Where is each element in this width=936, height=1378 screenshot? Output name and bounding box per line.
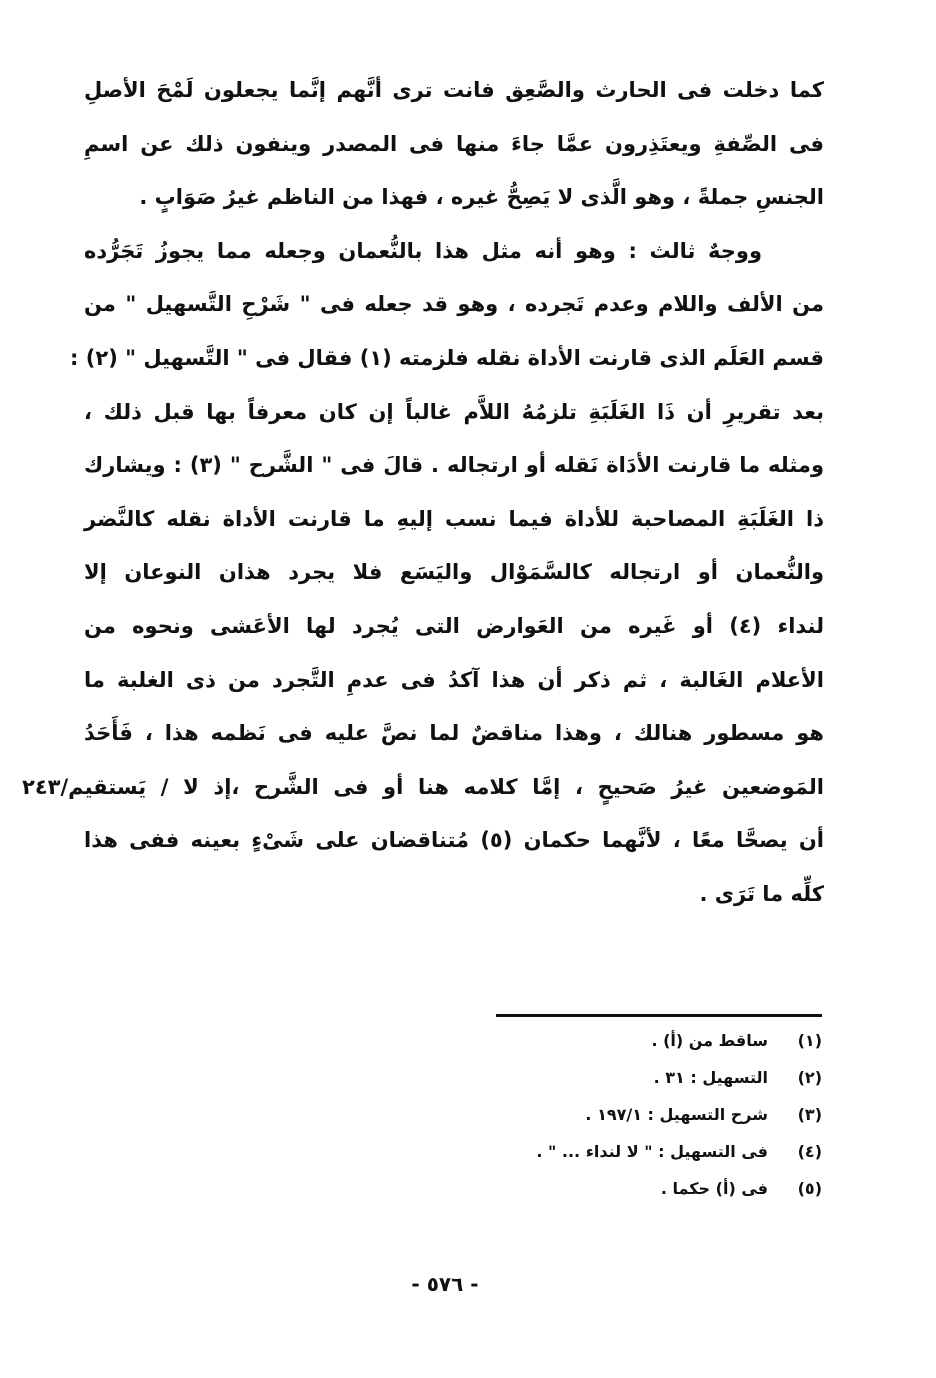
text-line: الجنسِ جملةً ، وهو الَّذى لا يَصِحُّ غيره ، فهذا من الناظم غيرُ صَوَابٍ .: [139, 185, 824, 210]
footnote-text: فى (أ) حكما .: [660, 1179, 768, 1198]
footnote-number: (٣): [797, 1105, 822, 1124]
footnote-text: التسهيل : ٣١ .: [653, 1068, 768, 1087]
text-line: ذا الغَلَبَةِ المصاحبة للأداة فيما نسب إليهِ ما قارنت الأداة نقله كالنَّضر: [84, 506, 824, 531]
footnote-number: (٢): [797, 1068, 822, 1087]
footnote-item: [402, 1170, 822, 1207]
footnote-text: ساقط من (أ) .: [651, 1031, 768, 1050]
footnote-item: [402, 1059, 822, 1096]
footnote-item: [402, 1133, 822, 1170]
text-line: من الألف واللام وعدم تَجرده ، وهو قد جعله فى " شَرْحِ التَّسهيل " من: [84, 292, 824, 317]
text-line: كما دخلت فى الحارث والصَّعِق فانت ترى أنَّهم إنَّما يجعلون لَمْحَ الأصلِ: [84, 78, 824, 102]
footnotes: [402, 1022, 822, 1207]
text-line: هو مسطور هنالك ، وهذا مناقضٌ لما نصَّ عليه فى نَظمه هذا ، فَأَحَدُ: [84, 721, 824, 746]
footnote-text: شرح التسهيل : ١٩٧/١ .: [585, 1105, 768, 1124]
footnote-item: [402, 1022, 822, 1059]
text-line: الأعلام الغَالبة ، ثم ذكر أن هذا آكدُ فى عدمِ التَّجرد من ذى الغلبة ما: [84, 667, 824, 692]
text-line: بعد تقريرِ أن ذَا الغَلَبَةِ تلزمُهُ اللاَّم غالباً إن كان معرفاً بها قبل ذلك ،: [84, 399, 824, 424]
footnote-text: فى التسهيل : " لا لنداء ... " .: [536, 1142, 768, 1161]
page-number: - ٥٧٦ -: [411, 1272, 479, 1296]
text-line: المَوضعين غيرُ صَحيحٍ ، إمَّا كلامه هنا أو فى الشَّرح ،إذ لا / يَستقيم/٢٤٣: [22, 774, 824, 799]
footnote-number: (٤): [797, 1142, 822, 1161]
footnote-item: [402, 1096, 822, 1133]
footnote-divider: [496, 1014, 822, 1017]
text-line: والنُّعمان أو ارتجاله كالسَّمَوْال واليَسَع فلا يجرد هذان النوعان إلا: [84, 560, 824, 585]
text-line: ووجهٌ ثالث : وهو أنه مثل هذا بالنُّعمان وجعله مما يجوزُ تَجَرُّده: [84, 238, 762, 263]
text-line: كلِّه ما تَرَى .: [699, 881, 824, 906]
text-line: فى الصِّفةِ ويعتَذِرون عمَّا جاءَ منها فى المصدر وينفون ذلك عن اسمِ: [84, 131, 824, 156]
footnote-number: (١): [797, 1031, 822, 1050]
text-line: أن يصحَّا معًا ، لأنَّهما حكمان (٥) مُتناقضان على شَىْءٍ بعينه ففى هذا: [84, 828, 824, 853]
footnote-number: (٥): [797, 1179, 822, 1198]
main-text: [22, 64, 824, 922]
text-line: قسم العَلَم الذى قارنت الأداة نقله فلزمته (١) فقال فى " التَّسهيل " (٢) :: [70, 345, 824, 370]
text-line: لنداء (٤) أو غَيره من العَوارض التى يُجرد لها الأعَشى ونحوه من: [84, 613, 824, 638]
text-line: ومثله ما قارنت الأدَاة نَقله أو ارتجاله . قالَ فى " الشَّرح " (٣) : ويشارك: [84, 453, 824, 478]
